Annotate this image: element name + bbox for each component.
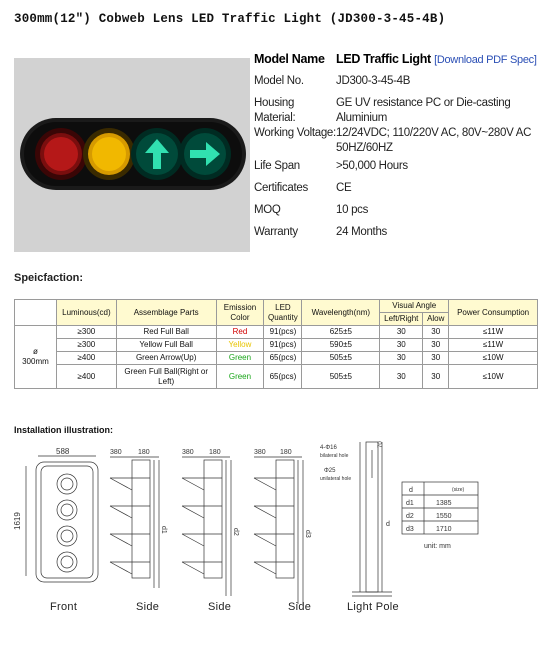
wavelength-cell: 505±5 bbox=[302, 352, 380, 365]
table-row bbox=[15, 365, 538, 389]
side-view-1 bbox=[110, 449, 167, 588]
qty-cell: 65(pcs) bbox=[264, 352, 302, 365]
spec-value: >50,000 Hours bbox=[336, 160, 408, 172]
luminous-cell: ≥300 bbox=[56, 339, 116, 352]
lr-cell: 30 bbox=[380, 365, 423, 389]
spec-row-housing bbox=[254, 96, 544, 126]
power-cell: ≤11W bbox=[449, 339, 538, 352]
pole-note: Φ25 bbox=[324, 468, 336, 474]
pole-note: bilateral hole bbox=[320, 453, 349, 459]
spec-value: 12/24VDC; 110/220V AC, 80V~280V AC 50HZ/60HZ bbox=[336, 127, 532, 154]
col-alow: Alow bbox=[423, 313, 449, 326]
power-cell: ≤10W bbox=[449, 365, 538, 389]
specification-table bbox=[14, 299, 538, 389]
table-row bbox=[15, 326, 538, 339]
col-emission: Emission Color bbox=[216, 300, 264, 326]
spec-label: MOQ bbox=[254, 204, 281, 216]
size-header-cell bbox=[15, 300, 57, 326]
download-pdf-link[interactable]: [Download PDF Spec] bbox=[434, 54, 537, 66]
side-d-label: d3 bbox=[304, 530, 311, 538]
col-led: LED Quantity bbox=[264, 300, 302, 326]
spec-value: JD300-3-45-4B bbox=[336, 75, 411, 87]
front-height-label: 1619 bbox=[13, 512, 22, 530]
traffic-light-image bbox=[14, 58, 250, 252]
spec-value: CE bbox=[336, 182, 352, 194]
spec-value: 10 pcs bbox=[336, 204, 369, 216]
side-dim-b: 180 bbox=[280, 449, 292, 456]
spec-label: Warranty bbox=[254, 226, 298, 238]
caption-side-1: Side bbox=[136, 601, 160, 613]
side-dim-a: 380 bbox=[182, 449, 194, 456]
color-cell: Green bbox=[216, 352, 264, 365]
luminous-cell: ≥400 bbox=[56, 352, 116, 365]
color-cell: Green bbox=[216, 365, 264, 389]
spec-list bbox=[254, 52, 544, 247]
caption-front: Front bbox=[50, 601, 78, 613]
installation-heading: Installation illustration: bbox=[14, 425, 114, 435]
spec-header-label: Model Name bbox=[254, 52, 325, 66]
size-table-header: d bbox=[409, 487, 413, 494]
side-dim-b: 180 bbox=[209, 449, 221, 456]
col-left-right: Left/Right bbox=[380, 313, 423, 326]
pole-dim: 70 bbox=[378, 441, 384, 448]
spec-header-value bbox=[336, 52, 544, 68]
power-cell: ≤11W bbox=[449, 326, 538, 339]
spec-value: 24 Months bbox=[336, 226, 387, 238]
spec-label: Working Voltage: bbox=[254, 127, 336, 139]
part-cell: Red Full Ball bbox=[116, 326, 216, 339]
col-power: Power Consumption bbox=[449, 300, 538, 326]
pole-d-label: d bbox=[386, 521, 390, 528]
caption-light-pole: Light Pole bbox=[347, 601, 399, 613]
power-cell: ≤10W bbox=[449, 352, 538, 365]
spec-label: Life Span bbox=[254, 160, 300, 172]
spec-row-warranty bbox=[254, 225, 544, 247]
table-header-row bbox=[15, 300, 538, 313]
wavelength-cell: 505±5 bbox=[302, 365, 380, 389]
alow-cell: 30 bbox=[423, 339, 449, 352]
specification-heading: Speicfaction: bbox=[14, 272, 84, 284]
size-table-cell: d2 bbox=[406, 513, 414, 520]
spec-label: Model No. bbox=[254, 75, 304, 87]
luminous-cell: ≥300 bbox=[56, 326, 116, 339]
spec-row-moq bbox=[254, 203, 544, 225]
size-table bbox=[402, 482, 478, 550]
part-cell: Yellow Full Ball bbox=[116, 339, 216, 352]
part-cell: Green Arrow(Up) bbox=[116, 352, 216, 365]
size-table-header: (size) bbox=[452, 487, 465, 493]
wavelength-cell: 625±5 bbox=[302, 326, 380, 339]
spec-label: Certificates bbox=[254, 182, 308, 194]
size-table-cell: 1710 bbox=[436, 526, 452, 533]
color-cell: Yellow bbox=[216, 339, 264, 352]
pole-note: unilateral hole bbox=[320, 476, 352, 482]
side-d-label: d1 bbox=[160, 526, 167, 534]
spec-row-voltage bbox=[254, 126, 544, 159]
spec-row-certificates bbox=[254, 181, 544, 203]
wavelength-cell: 590±5 bbox=[302, 339, 380, 352]
installation-drawing bbox=[14, 438, 538, 618]
part-cell: Green Full Ball(Right or Left) bbox=[116, 365, 216, 389]
size-table-cell: 1550 bbox=[436, 513, 452, 520]
size-table-cell: d3 bbox=[406, 526, 414, 533]
size-table-cell: 1385 bbox=[436, 500, 452, 507]
diameter-symbol: ø bbox=[33, 347, 38, 356]
front-view bbox=[13, 447, 98, 582]
unit-label: unit: mm bbox=[424, 543, 451, 550]
qty-cell: 91(pcs) bbox=[264, 339, 302, 352]
product-name: LED Traffic Light bbox=[336, 52, 431, 66]
alow-cell: 30 bbox=[423, 326, 449, 339]
side-dim-a: 380 bbox=[110, 449, 122, 456]
light-pole-view bbox=[320, 441, 392, 596]
side-d-label: d2 bbox=[232, 528, 239, 536]
table-row bbox=[15, 339, 538, 352]
table-row bbox=[15, 352, 538, 365]
col-wavelength: Wavelength(nm) bbox=[302, 300, 380, 326]
spec-header-row bbox=[254, 52, 544, 74]
spec-row-lifespan bbox=[254, 159, 544, 181]
pole-note: 4-Φ16 bbox=[320, 445, 337, 451]
spec-label: Housing Material: bbox=[254, 97, 296, 124]
product-photo bbox=[14, 58, 250, 252]
color-cell: Red bbox=[216, 326, 264, 339]
col-viewing: Visual Angle bbox=[380, 300, 449, 313]
lr-cell: 30 bbox=[380, 339, 423, 352]
qty-cell: 91(pcs) bbox=[264, 326, 302, 339]
side-view-3 bbox=[254, 449, 311, 604]
front-width-label: 588 bbox=[56, 447, 70, 456]
spec-row-model bbox=[254, 74, 544, 96]
size-value: 300mm bbox=[22, 357, 49, 366]
size-cell bbox=[15, 326, 57, 389]
lr-cell: 30 bbox=[380, 352, 423, 365]
qty-cell: 65(pcs) bbox=[264, 365, 302, 389]
lr-cell: 30 bbox=[380, 326, 423, 339]
luminous-cell: ≥400 bbox=[56, 365, 116, 389]
caption-side-2: Side bbox=[208, 601, 232, 613]
side-dim-a: 380 bbox=[254, 449, 266, 456]
page-title: 300mm(12") Cobweb Lens LED Traffic Light (JD300-3-45-4B) bbox=[14, 12, 446, 26]
side-dim-b: 180 bbox=[138, 449, 150, 456]
spec-value: GE UV resistance PC or Die-casting Aluminium bbox=[336, 97, 511, 124]
side-view-2 bbox=[182, 449, 239, 596]
alow-cell: 30 bbox=[423, 365, 449, 389]
alow-cell: 30 bbox=[423, 352, 449, 365]
size-table-cell: d1 bbox=[406, 500, 414, 507]
col-assemblage: Assemblage Parts bbox=[116, 300, 216, 326]
col-luminous: Luminous(cd) bbox=[56, 300, 116, 326]
caption-side-3: Side bbox=[288, 601, 312, 613]
